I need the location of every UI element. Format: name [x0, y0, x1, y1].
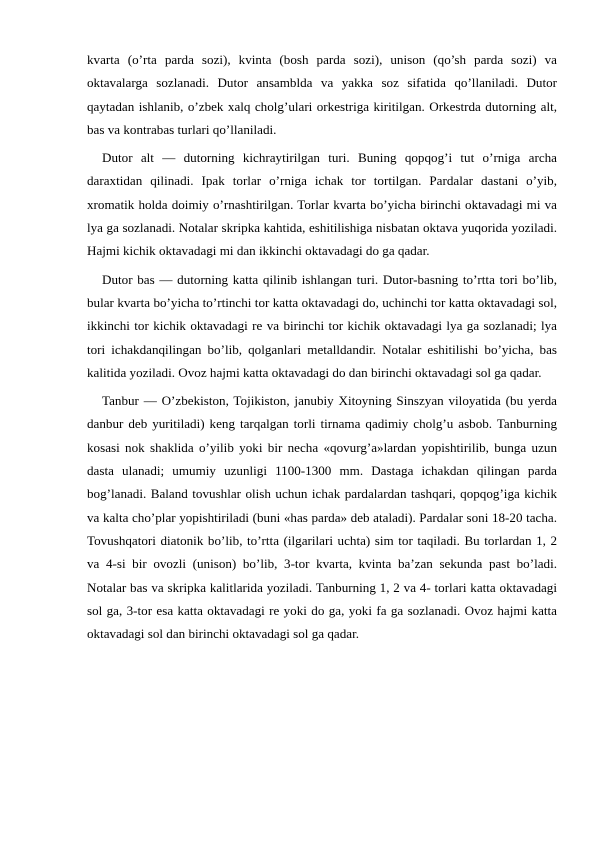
document-body: [87, 48, 557, 650]
paragraph-tanbur: Tanbur — O’zbekiston, Tojikiston, janubiy Xitoyning Sinszyan viloyatida (bu yerda danbur deb yuritiladi) keng tarqalgan torli tirnama qadimiy cholg’u asbob. Tanburning kosasi nok shaklida o’yilib yoki bir necha «qovurg’a»lardan yopishtirilib, bunga uzun dasta ulanadi; umumiy uzunligi 1100-1300 mm. Dastaga ichakdan qilingan parda bog’lanadi. Baland tovushlar olish uchun ichak pardalardan tashqari, qopqog’iga kichik va kalta cho’plar yopishtiriladi (buni «has parda» deb ataladi). Pardalar soni 18-20 tacha. Tovushqatori diatonik bo’lib, to’rtta (ilgarilari uchta) sim tor taqiladi. Bu torlardan 1, 2 va 4-si bir ovozli (unison) bo’lib, 3-tor kvarta, kvinta ba’zan sekunda past bo’ladi. Notalar bas va skripka kalitlarida yoziladi. Tanburning 1, 2 va 4- torlari katta oktavadagi sol ga, 3-tor esa katta oktavadagi re yoki do ga, yoki fa ga sozlanadi. Ovoz hajmi katta oktavadagi sol dan birinchi oktavadagi sol ga qadar.: [87, 393, 557, 642]
paragraph-dutor-tuning: kvarta (o’rta parda sozi), kvinta (bosh parda sozi), unison (qo’sh parda sozi) va oktavalarga sozlanadi. Dutor ansamblda va yakka soz sifatida qo’llaniladi. Dutor qaytadan ishlanib, o’zbek xalq cholg’ulari orkestriga kiritilgan. Orkestrda dutorning alt, bas va kontrabas turlari qo’llaniladi.: [87, 52, 557, 137]
paragraph-dutor-alt: Dutor alt — dutorning kichraytirilgan turi. Buning qopqog’i tut o’rniga archa daraxtidan qilinadi. Ipak torlar o’rniga ichak tor tortilgan. Pardalar dastani o’yib, xromatik holda doimiy o’rnashtirilgan. Torlar kvarta bo’yicha birinchi oktavadagi mi va lya ga sozlanadi. Notalar skripka kahtida, eshitilishiga nisbatan oktava yuqorida yoziladi. Hajmi kichik oktavadagi mi dan ikkinchi oktavadagi do ga qadar.: [87, 150, 557, 259]
paragraph-dutor-bas: Dutor bas — dutorning katta qilinib ishlangan turi. Dutor-basning to’rtta tori bo’lib, bular kvarta bo’yicha to’rtinchi tor katta oktavadagi do, uchinchi tor katta oktavadagi sol, ikkinchi tor kichik oktavadagi re va birinchi tor kichik oktavadagi lya ga sozlanadi; lya tori ichakdanqilingan bo’lib, qolganlari metalldandir. Notalar eshitilishi bo’yicha, bas kalitida yoziladi. Ovoz hajmi katta oktavadagi do dan birinchi oktavadagi sol ga qadar.: [87, 271, 557, 380]
